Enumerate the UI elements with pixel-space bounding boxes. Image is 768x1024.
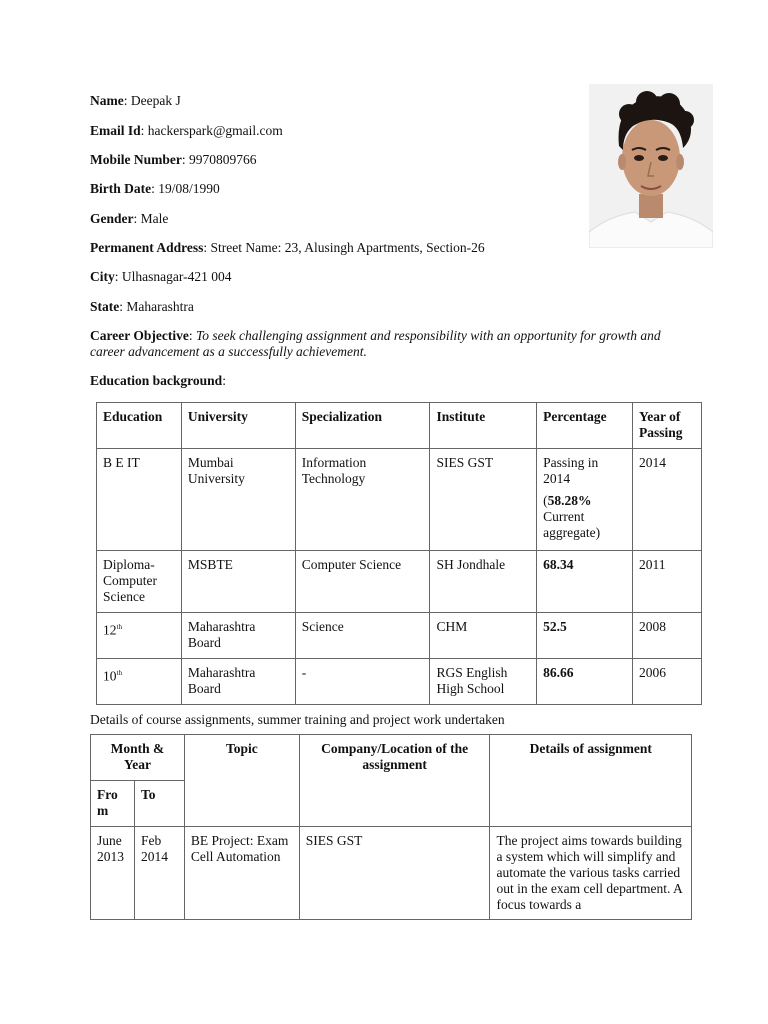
birth-date-field [90,181,220,197]
cell-institute: SH Jondhale [430,551,537,613]
city-label: City [90,269,115,284]
city-value: : Ulhasnagar-421 004 [114,269,232,284]
cell-institute: SIES GST [430,449,537,551]
header-education: Education [97,403,182,449]
table-row [97,551,702,613]
cell-education: B E IT [97,449,182,551]
gender-field [90,211,168,227]
cell-year: 2008 [633,613,702,659]
name-field [90,93,181,109]
percentage-note: Current aggregate) [543,509,601,540]
cell-institute: RGS English High School [430,659,537,705]
email-label: Email Id [90,123,141,138]
education-level: 10 [103,668,117,684]
table-row [97,659,702,705]
address-value: : Street Name: 23, Alusingh Apartments, Section-26 [203,240,485,255]
education-label: Education background [90,373,223,388]
projects-caption: Details of course assignments, summer training and project work undertaken [90,712,505,727]
mobile-label: Mobile Number [90,152,182,167]
header-percentage: Percentage [537,403,633,449]
header-details: Details of assignment [490,735,692,827]
cell-education [97,659,182,705]
projects-header-row [91,735,692,781]
career-objective [90,328,670,360]
header-company: Company/Location of the assignment [299,735,490,827]
cell-education: Diploma- Computer Science [97,551,182,613]
cell-percentage: 52.5 [537,613,633,659]
cell-specialization: Computer Science [295,551,430,613]
education-sup: th [116,623,122,631]
header-year: Year of Passing [633,403,702,449]
education-header-row [97,403,702,449]
header-specialization: Specialization [295,403,430,449]
name-label: Name [90,93,124,108]
table-row [97,449,702,551]
table-row [91,827,692,920]
percentage-passing: Passing in 2014 [543,455,599,486]
cell-education [97,613,182,659]
education-sup: th [116,669,122,677]
cell-year: 2014 [633,449,702,551]
email-value: : hackerspark@gmail.com [140,123,283,138]
percentage-open-paren: ( [543,493,548,508]
table-row [97,613,702,659]
cell-year: 2011 [633,551,702,613]
cell-percentage: 86.66 [537,659,633,705]
birth-date-label: Birth Date [90,181,152,196]
header-university: University [181,403,295,449]
address-field [90,240,485,256]
state-value: : Maharashtra [119,299,194,314]
cell-university: Maharashtra Board [181,613,295,659]
state-label: State [90,299,120,314]
header-topic: Topic [184,735,299,827]
state-field [90,299,194,315]
education-heading [90,373,226,389]
address-label: Permanent Address [90,240,204,255]
cell-percentage: 68.34 [537,551,633,613]
cell-topic: BE Project: Exam Cell Automation [184,827,299,920]
profile-photo [589,84,713,248]
city-field [90,269,231,285]
cell-university: Mumbai University [181,449,295,551]
email-field [90,123,283,139]
objective-label: Career Objective [90,328,189,343]
name-value: : Deepak J [123,93,181,108]
cell-specialization: Science [295,613,430,659]
projects-table [90,734,692,920]
cell-details: The project aims towards building a system which will simplify and automate the various tasks carried out in the exam cell department. A focus towards a [490,827,692,920]
objective-text: To seek challenging assignment and responsibility with an opportunity for growth and career advancement as a successfully achievement. [90,328,661,359]
cell-specialization: Information Technology [295,449,430,551]
mobile-value: : 9970809766 [181,152,257,167]
percentage-value: 58.28% [547,493,592,508]
header-month-year: Month & Year [91,735,185,781]
objective-sep: : [188,328,196,343]
cell-year: 2006 [633,659,702,705]
cell-university: Maharashtra Board [181,659,295,705]
cell-university: MSBTE [181,551,295,613]
mobile-field [90,152,257,168]
header-to: To [134,781,184,827]
cell-from: June 2013 [91,827,135,920]
percentage-aggregate [543,493,626,509]
gender-value: : Male [133,211,169,226]
cell-to: Feb 2014 [134,827,184,920]
cell-institute: CHM [430,613,537,659]
cell-percentage [537,449,633,551]
cell-company: SIES GST [299,827,490,920]
header-from: Fro m [91,781,135,827]
education-level: 12 [103,622,117,638]
education-table [96,402,702,705]
header-institute: Institute [430,403,537,449]
birth-date-value: : 19/08/1990 [151,181,220,196]
cell-specialization: - [295,659,430,705]
education-sep: : [222,373,226,388]
gender-label: Gender [90,211,134,226]
